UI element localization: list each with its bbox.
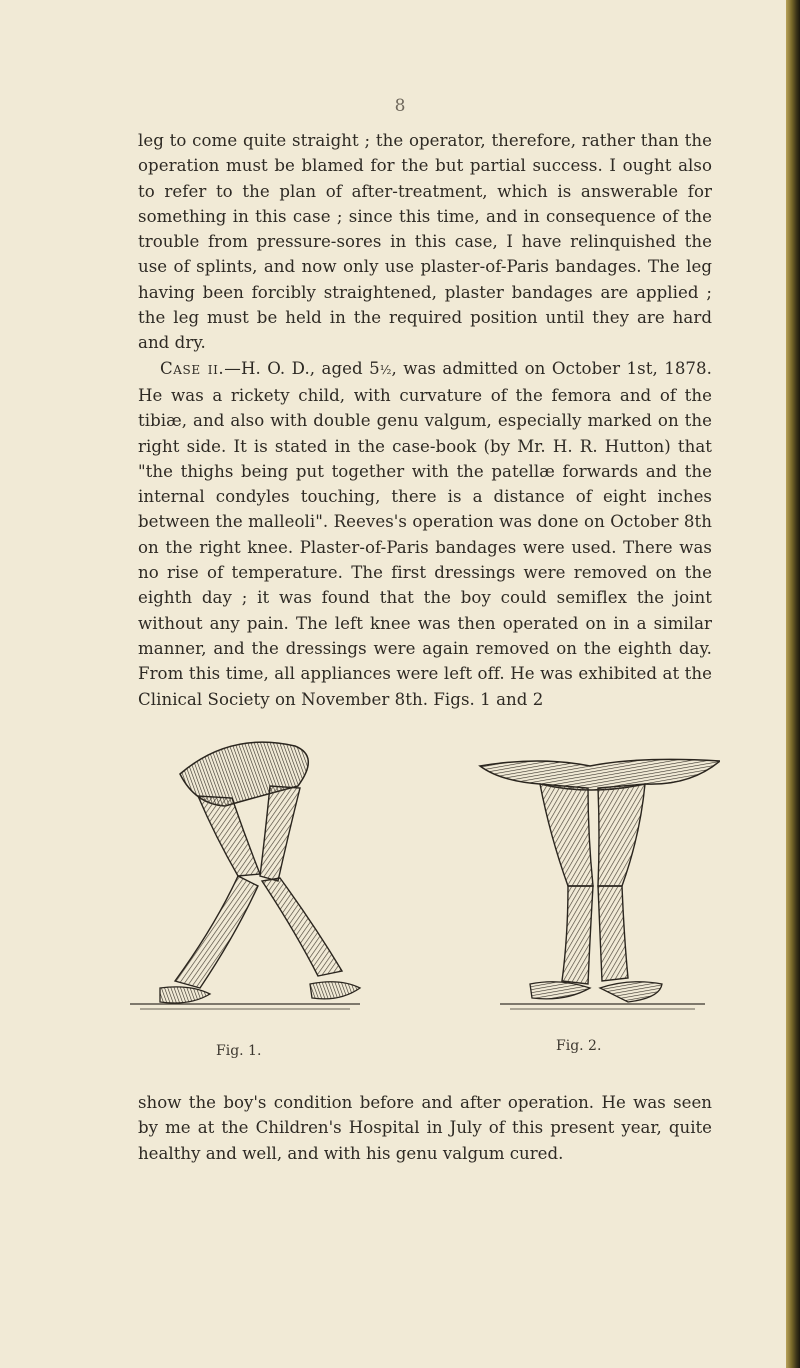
page-number: 8 bbox=[394, 96, 406, 116]
figure-2-illustration bbox=[470, 726, 720, 1026]
figure-1-illustration bbox=[120, 726, 370, 1026]
closing-text-block bbox=[138, 1090, 712, 1166]
paragraph-2 bbox=[138, 356, 712, 712]
case-heading: Case ii. bbox=[160, 358, 225, 378]
main-text-block bbox=[138, 128, 712, 712]
age-fraction: ½ bbox=[379, 362, 392, 377]
figure-2-caption: Fig. 2. bbox=[556, 1038, 602, 1054]
case-intro: —H. O. D., aged 5 bbox=[224, 358, 380, 378]
figure-1-caption: Fig. 1. bbox=[216, 1043, 262, 1059]
paragraph-2-text: , was admitted on October 1st, 1878. He was a rickety child, with curvature of the femora and of the tibiæ, and also with double genu valgum, especially marked on the right side. It is stated in the case-book (by Mr. H. R. Hutton) that "the thighs being put together with the patellæ forwards and the internal condyles touching, there is a distance of eight inches between the malleoli". Reeves's operation was done on October 8th on the right knee. Plaster-of-Paris bandages were used. There was no rise of temperature. The first dressings were removed on the eighth day ; it was found that the boy could semiflex the joint without any pain. The left knee was then operated on in a similar manner, and the dressings were again removed on the eighth day. From this time, all appliances were left off. He was exhibited at the Clinical Society on November 8th. Figs. 1 and 2 bbox=[138, 358, 712, 709]
figure-2 bbox=[470, 726, 720, 1026]
paragraph-3: show the boy's condition before and after operation. He was seen by me at the Children's Hospital in July of this present year, quite healthy and well, and with his genu valgum cured. bbox=[138, 1093, 712, 1163]
figure-1 bbox=[120, 726, 370, 1026]
page-edge-shadow bbox=[786, 0, 800, 1368]
paragraph-1: leg to come quite straight ; the operator, therefore, rather than the operation must be blamed for the but partial success. I ought also to refer to the plan of after-treatment, which is answerable for something in this case ; since this time, and in consequence of the trouble from pressure-sores in this case, I have relinquished the use of splints, and now only use plaster-of-Paris bandages. The leg having been forcibly straightened, plaster bandages are applied ; the leg must be held in the required position until they are hard and dry. bbox=[138, 131, 712, 353]
